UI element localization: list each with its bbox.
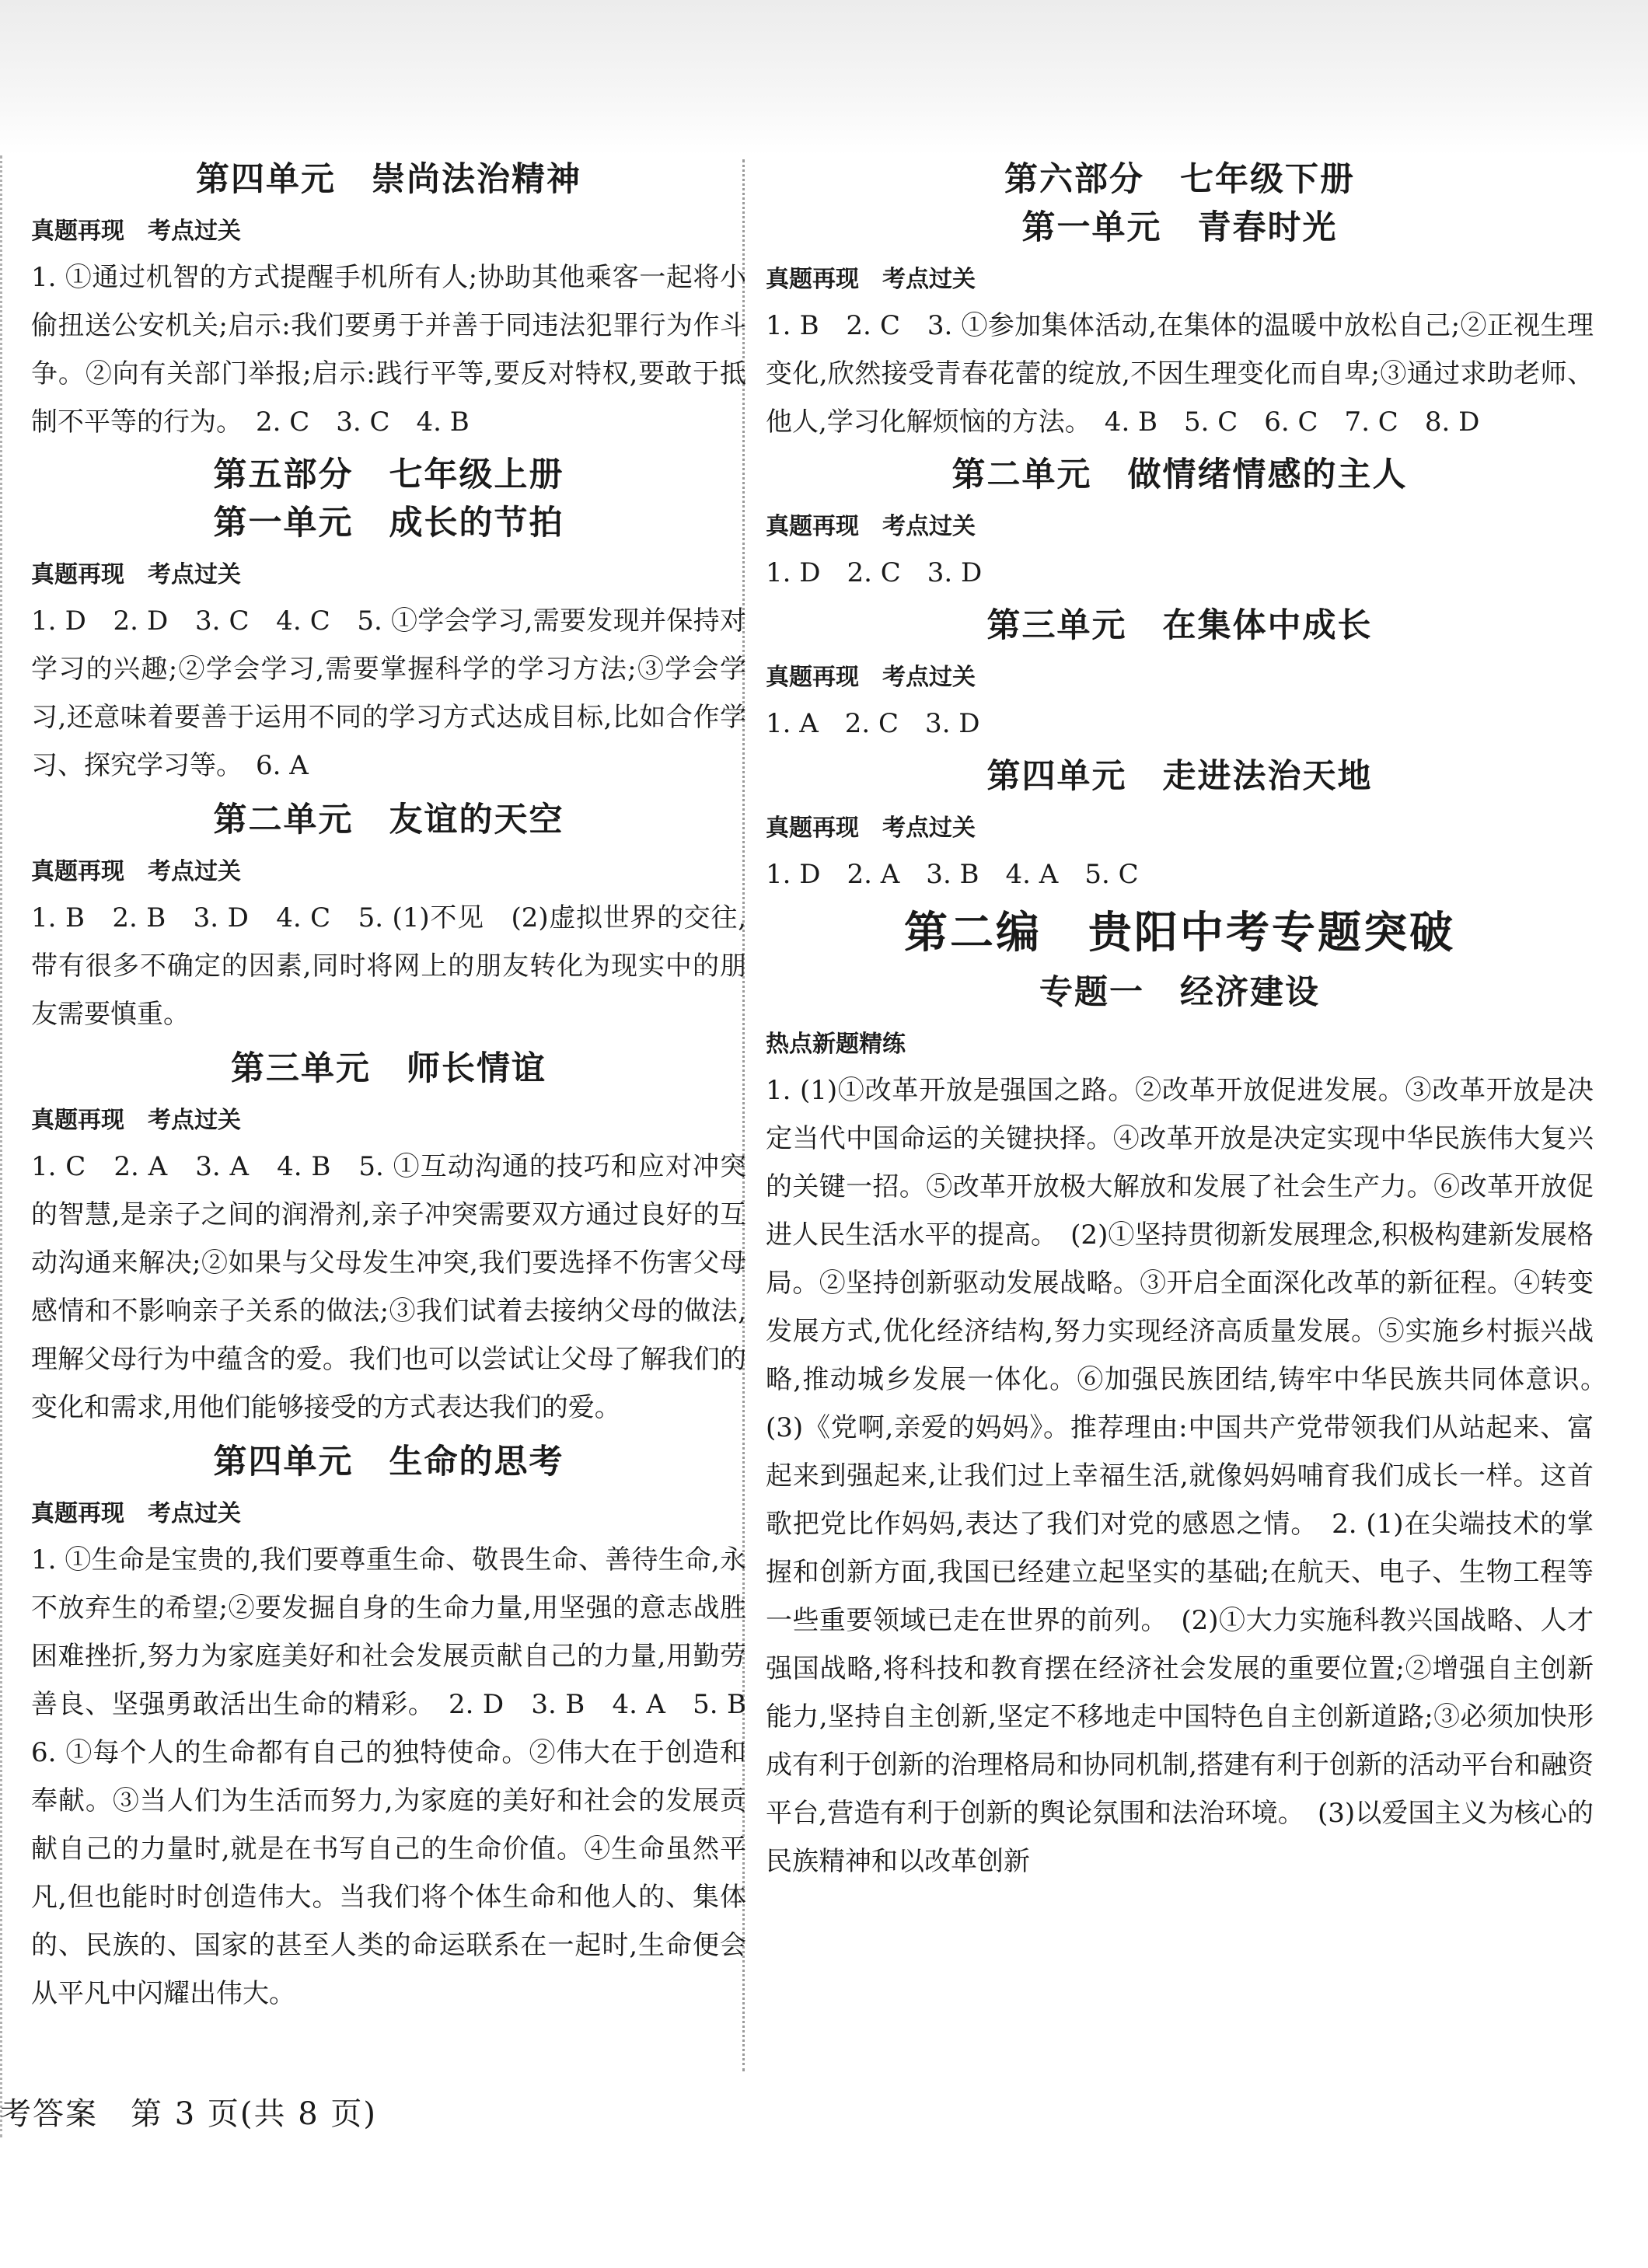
section-unit3-teachers bbox=[31, 1045, 746, 1432]
section-subheading: 真题再现 考点过关 bbox=[766, 815, 976, 842]
right-column bbox=[766, 155, 1620, 1886]
section-title: 第三单元 在集体中成长 bbox=[986, 606, 1373, 645]
section-title: 专题一 经济建设 bbox=[1039, 973, 1320, 1012]
section-title: 第一单元 成长的节拍 bbox=[213, 504, 564, 543]
answer-text: 1. D 2. C 3. D bbox=[766, 557, 983, 588]
section-unit2-friendship bbox=[31, 796, 746, 1038]
answer-text: 1. D 2. A 3. B 4. A 5. C bbox=[766, 859, 1139, 890]
volume-title: 第二编 贵阳中考专题突破 bbox=[904, 907, 1455, 958]
section-subheading: 真题再现 考点过关 bbox=[31, 1107, 241, 1134]
section-subheading: 真题再现 考点过关 bbox=[31, 858, 241, 885]
section-subheading: 真题再现 考点过关 bbox=[31, 218, 241, 245]
section-title: 第四单元 生命的思考 bbox=[213, 1443, 564, 1481]
section-subheading: 真题再现 考点过关 bbox=[31, 561, 241, 588]
answer-text: 1. B 2. C 3. ①参加集体活动,在集体的温暖中放松自己;②正视生理变化,欣然接受青春花蕾的绽放,不因生理变化而自卑;③通过求助老师、他人,学习化解烦恼的方法。 4. B 5. C 6. C 7. C 8. D bbox=[766, 310, 1594, 438]
section-subheading: 真题再现 考点过关 bbox=[31, 1500, 241, 1527]
answer-text: 1. B 2. B 3. D 4. C 5. (1)不见 (2)虚拟世界的交往,带有很多不确定的因素,同时将网上的朋友转化为现实中的朋友需要慎重。 bbox=[31, 902, 746, 1030]
section-title: 第二单元 友谊的天空 bbox=[213, 801, 564, 839]
section-title: 第一单元 青春时光 bbox=[1021, 208, 1338, 247]
section-title: 第四单元 崇尚法治精神 bbox=[196, 160, 581, 199]
section-unit4-life bbox=[31, 1438, 773, 2018]
section-unit4-rule-of-law bbox=[31, 155, 746, 446]
section-subheading: 真题再现 考点过关 bbox=[766, 513, 976, 540]
answer-text: 1. ①生命是宝贵的,我们要尊重生命、敬畏生命、善待生命,永不放弃生的希望;②要发掘自身的生命力量,用坚强的意志战胜困难挫折,努力为家庭美好和社会发展贡献自己的力量,用勤劳善良、坚强勇敢活出生命的精彩。 2. D 3. B 4. A 5. B 6. ①每个人的生命都有自己的独特使命。②伟大在于创造和奉献。③当人们为生活而努力,为家庭的美好和社会的发展贡献自己的力量时,就是在书写自己的生命价值。④生命虽然平凡,但也能时时创造伟大。当我们将个体生命和他人的、集体的、民族的、国家的甚至人类的命运联系在一起时,生命便会从平凡中闪耀出伟大。 bbox=[31, 1544, 773, 2009]
left-column bbox=[31, 155, 773, 2018]
page-top-shading bbox=[0, 0, 1648, 155]
section-title: 第三单元 师长情谊 bbox=[231, 1049, 546, 1088]
section-title: 第二单元 做情绪情感的主人 bbox=[951, 455, 1408, 494]
section-unit2-emotions bbox=[766, 451, 1594, 597]
answer-text: 1. (1)①改革开放是强国之路。②改革开放促进发展。③改革开放是决定当代中国命运的关键抉择。④改革开放是决定实现中华民族伟大复兴的关键一招。⑤改革开放极大解放和发展了社会生产力。⑥改革开放促进人民生活水平的提高。 (2)①坚持贯彻新发展理念,积极构建新发展格局。②坚持创新驱动发展战略。③开启全面深化改革的新征程。④转变发展方式,优化经济结构,努力实现经济高质量发展。⑤实施乡村振兴战略,推动城乡发展一体化。⑥加强民族团结,铸牢中华民族共同体意识。 (3)《党啊,亲爱的妈妈》。推荐理由:中国共产党带领我们从站起来、富起来到强起来,让我们过上幸福生活,就像妈妈哺育我们成长一样。这首歌把党比作妈妈,表达了我们对党的感恩之情。 2. (1)在尖端技术的掌握和创新方面,我国已经建立起坚实的基础;在航天、电子、生物工程等一些重要领域已走在世界的前列。 (2)①大力实施科教兴国战略、人才强国战略,将科技和教育摆在经济社会发展的重要位置;②增强自主创新能力,坚持自主创新,坚定不移地走中国特色自主创新道路;③必须加快形成有利于创新的治理格局和协同机制,搭建有利于创新的活动平台和融资平台,营造有利于创新的舆论氛围和法治环境。 (3)以爱国主义为核心的民族精神和以改革创新 bbox=[766, 1075, 1620, 1877]
section-unit1-youth bbox=[766, 204, 1594, 446]
answer-text: 1. ①通过机智的方式提醒手机所有人;协助其他乘客一起将小偷扭送公安机关;启示:我们要勇于并善于同违法犯罪行为作斗争。②向有关部门举报;启示:践行平等,要反对特权,要敢于抵制不平等的行为。 2. C 3. C 4. B bbox=[31, 262, 746, 438]
part-title: 第六部分 七年级下册 bbox=[1004, 160, 1355, 199]
page-footer: 考答案 第 3 页(共 8 页) bbox=[0, 2096, 377, 2132]
section-subheading: 真题再现 考点过关 bbox=[766, 266, 976, 293]
part-title: 第五部分 七年级上册 bbox=[213, 455, 564, 494]
section-topic1-economy bbox=[766, 968, 1620, 1886]
section-title: 第四单元 走进法治天地 bbox=[986, 757, 1373, 796]
section-subheading: 真题再现 考点过关 bbox=[766, 664, 976, 691]
answer-text: 1. A 2. C 3. D bbox=[766, 708, 980, 739]
answer-text: 1. C 2. A 3. A 4. B 5. ①互动沟通的技巧和应对冲突的智慧,是亲子之间的润滑剂,亲子冲突需要双方通过良好的互动沟通来解决;②如果与父母发生冲突,我们要选择不伤害父母感情和不影响亲子关系的做法;③我们试着去接纳父母的做法,理解父母行为中蕴含的爱。我们也可以尝试让父母了解我们的变化和需求,用他们能够接受的方式表达我们的爱。 bbox=[31, 1151, 746, 1423]
section-unit1-growth bbox=[31, 499, 746, 790]
binding-margin-line bbox=[0, 155, 2, 2137]
answer-text: 1. D 2. D 3. C 4. C 5. ①学会学习,需要发现并保持对学习的兴趣;②学会学习,需要掌握科学的学习方法;③学会学习,还意味着要善于运用不同的学习方式达成目标,比如合作学习、探究学习等。 6. A bbox=[31, 605, 746, 781]
section-unit4-legal bbox=[766, 752, 1594, 898]
section-unit3-collective bbox=[766, 602, 1594, 748]
section-subheading: 热点新题精练 bbox=[766, 1031, 906, 1058]
